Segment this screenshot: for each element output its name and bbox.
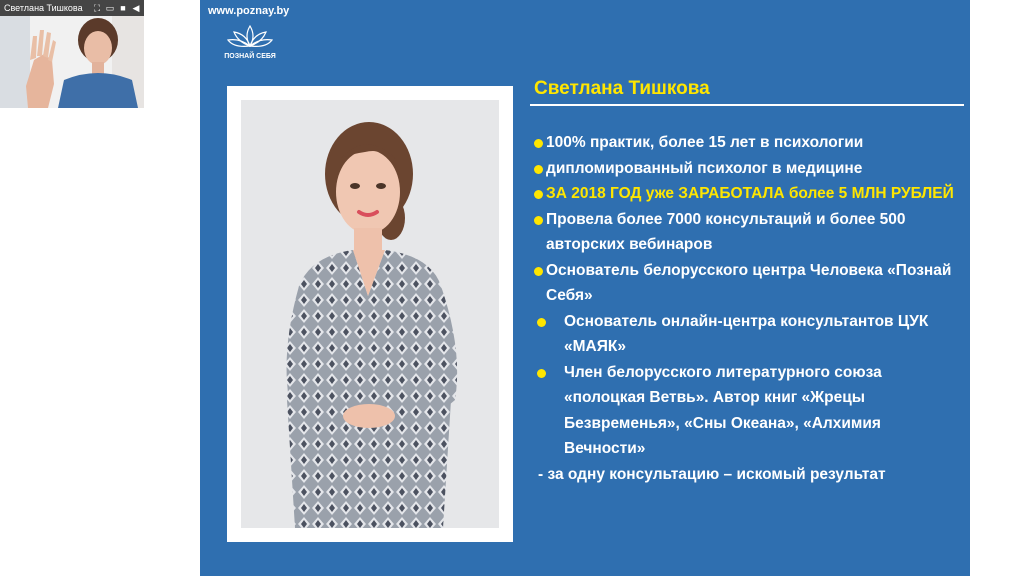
bullet-text: ЗА 2018 ГОД уже ЗАРАБОТАЛА более 5 МЛН РУБЛЕЙ <box>546 185 954 202</box>
logo-text: ПОЗНАЙ СЕБЯ <box>224 53 276 60</box>
closing-line <box>534 462 954 488</box>
bullet-text: - за одну консультацию – искомый результат <box>538 465 886 483</box>
bullet-dot-icon <box>537 318 546 327</box>
bullet-text: Член белорусского литературного союза «полоцкая Ветвь». Автор книг «Жрецы Безвременья», «Сны Океана», «Алхимия Вечности» <box>564 363 882 457</box>
expand-icon[interactable]: ⛶ <box>93 3 101 13</box>
photo-frame <box>227 86 513 542</box>
bullet-item <box>534 130 954 156</box>
bullet-item <box>534 309 954 360</box>
minimize-icon[interactable]: ▭ <box>105 3 115 13</box>
bullet-dot-icon <box>534 267 543 276</box>
person-name: Светлана Тишкова <box>534 78 710 99</box>
portrait-photo <box>241 100 499 528</box>
presentation-slide <box>200 0 970 576</box>
bullet-item <box>534 156 954 182</box>
title-divider <box>530 104 964 106</box>
bullet-text: 100% практик, более 15 лет в психологии <box>546 134 864 151</box>
bullet-dot-icon <box>534 190 543 199</box>
site-url: www.poznay.by <box>208 5 290 17</box>
webcam-title-bar <box>0 0 144 16</box>
bullet-text: Основатель онлайн-центра консультантов ЦУК «МАЯК» <box>564 312 929 355</box>
bullet-text: Провела более 7000 консультаций и более 500 авторских вебинаров <box>546 210 906 253</box>
speaker-icon[interactable]: ◀ <box>132 3 140 13</box>
bullet-dot-icon <box>534 165 543 174</box>
participant-name: Светлана Тишкова <box>4 3 83 13</box>
bullet-item <box>534 207 954 258</box>
bullet-text: дипломированный психолог в медицине <box>546 159 863 177</box>
bullet-text: Основатель белорусского центра Человека «Познай Себя» <box>546 261 952 304</box>
bullet-dot-icon <box>537 369 546 378</box>
webcam-video <box>0 0 144 108</box>
bullet-item-highlighted <box>534 181 954 207</box>
camera-icon[interactable]: ■ <box>120 3 126 13</box>
bullet-item <box>534 360 954 462</box>
bullet-list <box>534 130 954 487</box>
bullet-item <box>534 258 954 309</box>
bullet-dot-icon <box>534 216 543 225</box>
webcam-thumbnail[interactable] <box>0 0 144 108</box>
bullet-dot-icon <box>534 139 543 148</box>
